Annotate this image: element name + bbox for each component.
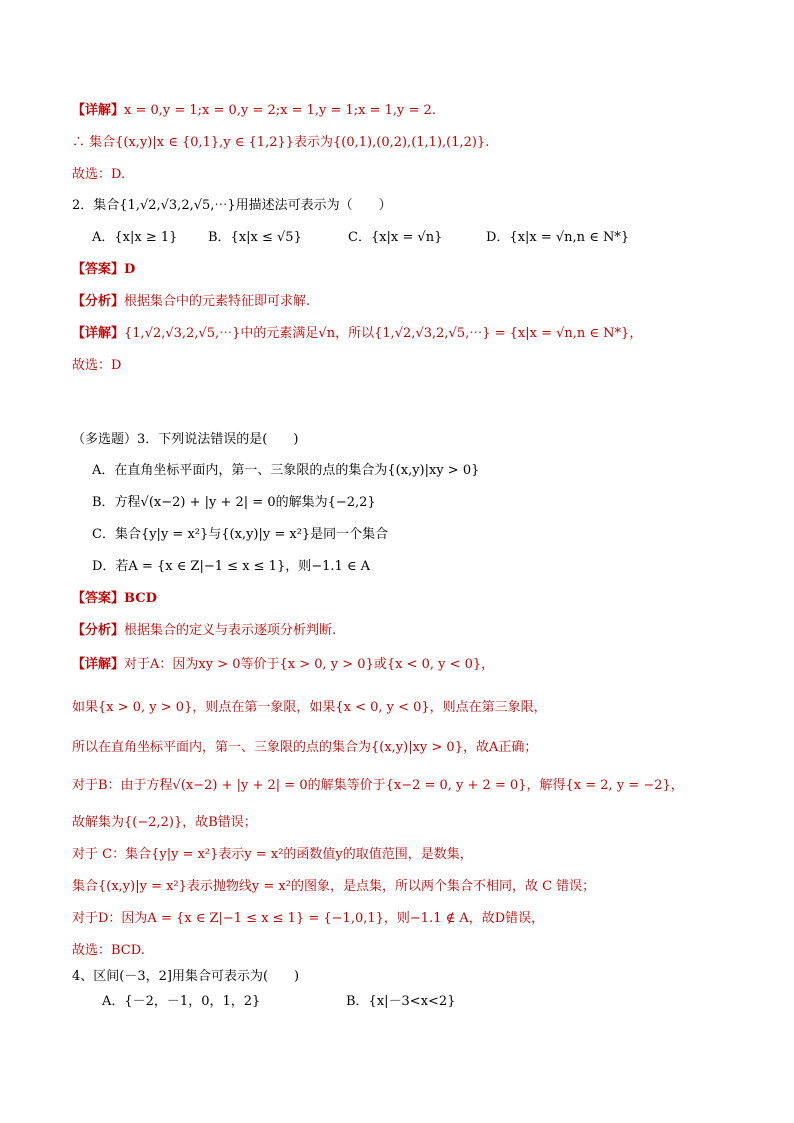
l03: 故选：D. [72, 167, 126, 182]
l05 [0, 228, 794, 248]
l21: 故解集为{(−2,2)}，故B错误； [72, 815, 257, 830]
l08 [72, 324, 642, 344]
l25: 故选：BCD. [72, 943, 145, 958]
l11: A．在直角坐标平面内，第一、三象限的点的集合为{(x,y)|xy > 0} [92, 463, 480, 478]
option-b: B．{x|x ≤ √5} [208, 230, 302, 245]
line-text: {1,√2,√3,2,√5,⋯}中的元素满足√n，所以{1,√2,√3,2,√5,⋯} = {x|x = √n,n ∈ N*}， [124, 326, 643, 341]
label-tag: 【答案】 [72, 262, 125, 277]
line-text: 根据集合的定义与表示逐项分析判断. [124, 623, 337, 638]
label-tag: 【详解】 [72, 103, 125, 118]
l24: 对于D：因为A = {x ∈ Z|−1 ≤ x ≤ 1} = {−1,0,1}，则−1.1 ∉ A，故D错误， [72, 911, 545, 926]
l01 [72, 101, 436, 121]
option-d: D．{x|x = √n,n ∈ N*} [486, 230, 630, 245]
line-text: 根据集合中的元素特征即可求解. [124, 294, 311, 309]
label-tag: 【答案】 [72, 591, 125, 606]
l09: 故选：D [72, 358, 122, 373]
l19: 所以在直角坐标平面内，第一、三象限的点的集合为{(x,y)|xy > 0}，故A正确； [72, 740, 538, 755]
l16 [72, 621, 336, 641]
label-tag: 【详解】 [72, 657, 125, 672]
line-text: 对于A：因为xy > 0等价于{x > 0, y > 0}或{x < 0, y < 0}， [124, 657, 495, 672]
line-text: x = 0,y = 1;x = 0,y = 2;x = 1,y = 1;x = 1,y = 2. [124, 103, 436, 118]
line-text: D [124, 262, 136, 277]
l23: 集合{(x,y)|y = x²}表示抛物线y = x²的图象，是点集，所以两个集合不相同，故 C 错误； [72, 879, 596, 894]
l17 [72, 655, 494, 675]
l12: B．方程√(x−2) + |y + 2| = 0的解集为{−2,2} [92, 495, 376, 510]
line-text: BCD [124, 591, 157, 606]
option-b: B．{x|－3<x<2} [346, 994, 456, 1009]
l10: （多选题）3．下列说法错误的是( ) [72, 432, 299, 447]
label-tag: 【详解】 [72, 326, 125, 341]
option-a: A．{x|x ≥ 1} [92, 230, 178, 245]
label-tag: 【分析】 [72, 623, 125, 638]
option-c: C．{x|x = √n} [348, 230, 443, 245]
l13: C．集合{y|y = x²}与{(x,y)|y = x²}是同一个集合 [92, 527, 389, 542]
label-tag: 【分析】 [72, 294, 125, 309]
l26: 4、区间(－3，2]用集合可表示为( ) [72, 969, 300, 984]
l22: 对于 C：集合{y|y = x²}表示y = x²的函数值y的取值范围，是数集， [72, 847, 473, 862]
l18: 如果{x > 0, y > 0}，则点在第一象限，如果{x < 0, y < 0}，则点在第三象限， [72, 700, 547, 715]
l07 [72, 292, 310, 312]
option-a: A．{－2，－1，0，1，2} [102, 994, 261, 1009]
l14: D．若A = {x ∈ Z|−1 ≤ x ≤ 1}，则−1.1 ∈ A [92, 559, 371, 574]
l02: ∴ 集合{(x,y)|x ∈ {0,1},y ∈ {1,2}}表示为{(0,1),(0,2),(1,1),(1,2)}. [72, 135, 490, 150]
l15 [72, 589, 157, 609]
l20: 对于B：由于方程√(x−2) + |y + 2| = 0的解集等价于{x−2 = 0, y + 2 = 0}，解得{x = 2, y = −2}， [72, 778, 684, 793]
l27 [0, 992, 794, 1012]
l04: 2．集合{1,√2,√3,2,√5,⋯}用描述法可表示为（ ） [72, 198, 392, 213]
l06 [72, 260, 135, 280]
